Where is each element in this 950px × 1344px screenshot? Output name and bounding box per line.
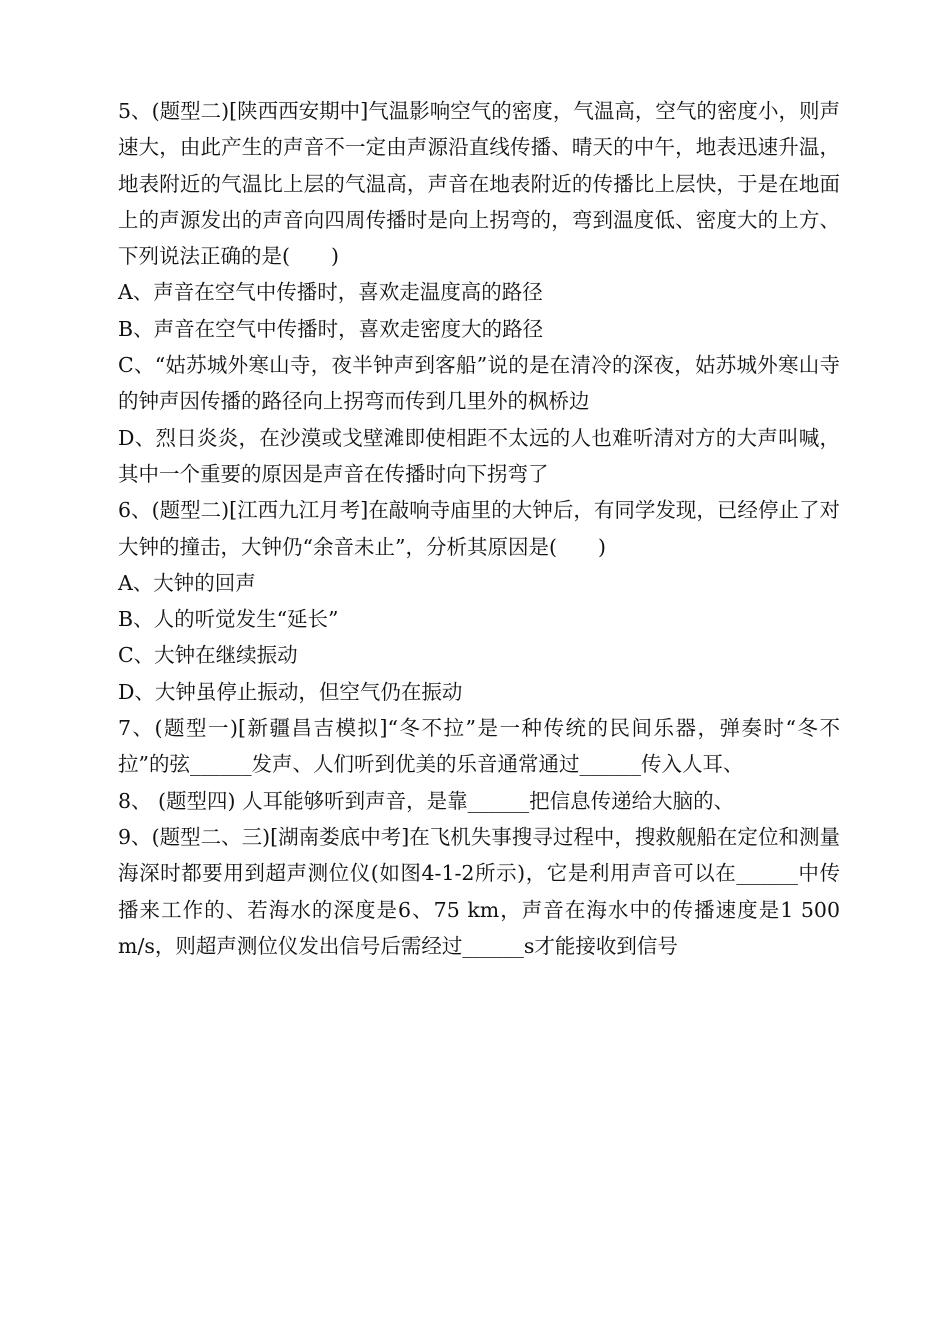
question-6-option-b: B、人的听觉发生“延长” — [118, 607, 339, 632]
question-8-stem: 8、 (题型四) 人耳能够听到声音，是靠______把信息传递给大脑的、 — [118, 788, 735, 813]
question-5-stem: 5、(题型二)[陕西西安期中]气温影响空气的密度，气温高，空气的密度小，则声速大，由此产生的声音不一定由声源沿直线传播、晴天的中午，地表迅速升温，地表附近的气温比上层的气温高，声音在地表附近的传播比上层快，于是在地面上的声源发出的声音向四周传播时是向上拐弯的，弯到温度低、密度大的上方、下列说法正确的是( ) — [118, 99, 840, 269]
question-5-option-b: B、声音在空气中传播时，喜欢走密度大的路径 — [118, 316, 544, 341]
question-5-option-d: D、烈日炎炎，在沙漠或戈壁滩即使相距不太远的人也难听清对方的大声叫喊，其中一个重要的原因是声音在传播时向下拐弯了 — [118, 425, 840, 486]
question-5-option-c: C、“姑苏城外寒山寺，夜半钟声到客船”说的是在清冷的深夜，姑苏城外寒山寺的钟声因传播的路径向上拐弯而传到几里外的枫桥边 — [118, 353, 840, 414]
question-5-option-a: A、声音在空气中传播时，喜欢走温度高的路径 — [118, 280, 543, 305]
question-7-stem: 7、(题型一)[新疆昌吉模拟]“冬不拉”是一种传统的民间乐器，弹奏时“冬不拉”的弦______发声、人们听到优美的乐音通常通过______传入人耳、 — [118, 716, 840, 777]
question-6-option-a: A、大钟的回声 — [118, 570, 256, 595]
question-6-option-d: D、大钟虽停止振动，但空气仍在振动 — [118, 679, 463, 704]
question-6-stem: 6、(题型二)[江西九江月考]在敲响寺庙里的大钟后，有同学发现，已经停止了对大钟的撞击，大钟仍“余音未止”，分析其原因是( ) — [118, 498, 840, 559]
question-9-stem: 9、(题型二、三)[湖南娄底中考]在飞机失事搜寻过程中，搜救舰船在定位和测量海深时都要用到超声测位仪(如图4-1-2所示)，它是利用声音可以在______中传播来工作的、若海水的深度是6、75 km，声音在海水中的传播速度是1 500 m/s，则超声测位仪发出信号后需经过______s才能接收到信号 — [118, 824, 840, 958]
question-6-option-c: C、大钟在继续振动 — [118, 643, 298, 668]
document-body — [118, 93, 840, 964]
